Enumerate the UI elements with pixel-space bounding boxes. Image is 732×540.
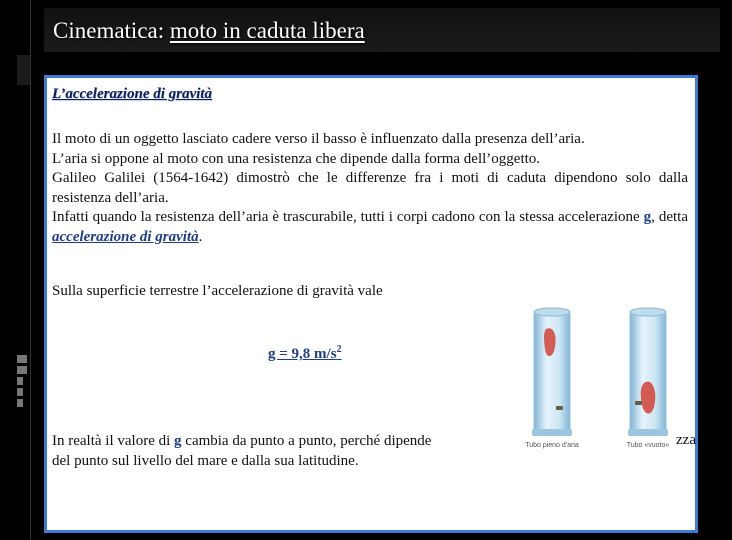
intro-paragraph: [52, 130, 688, 247]
left-divider-line: [30, 0, 31, 540]
coin-in-air: [556, 406, 563, 410]
gravity-statement: Sulla superficie terrestre l’accelerazione di gravità vale: [52, 283, 383, 299]
closing-line-1-end: cambia da punto a punto, perché dipende: [185, 433, 432, 449]
intro-line-4: [52, 208, 688, 247]
intro-line-4-middle: , detta: [651, 209, 688, 225]
vacuum-tube-label: Tubo «vuoto»: [626, 442, 670, 449]
vacuum-tube: [628, 308, 668, 436]
closing-line-2: del punto sul livello del mare e dalla sua latitudine.: [52, 452, 359, 469]
closing-paragraph: [52, 432, 522, 471]
slide-title-subtitle: moto in caduta libera: [169, 18, 365, 43]
closing-line-1: [52, 432, 522, 452]
symbol-g: g: [643, 209, 652, 225]
intro-line-3: Galileo Galilei (1564-1642) dimostrò che le differenze fra i moti di caduta dipendono solo dalla resistenza dell’aria.: [52, 170, 688, 206]
closing-truncated-word: zza: [676, 432, 696, 448]
closing-symbol-g: g: [174, 433, 182, 449]
air-tube: [532, 308, 572, 436]
gravity-acceleration-term: accelerazione di gravità: [52, 228, 199, 245]
formula-exponent: 2: [336, 344, 342, 355]
intro-line-1: Il moto di un oggetto lasciato cadere verso il basso è influenzato dalla presenza dell’aria.: [52, 131, 585, 147]
section-heading: L’accelerazione di gravità: [52, 86, 212, 102]
closing-line-1-start: In realtà il valore di: [52, 433, 171, 449]
intro-line-4-end: .: [198, 228, 203, 245]
intro-line-4-start: Infatti quando la resistenza dell’aria è trascurabile, tutti i corpi cadono con la stessa accelerazione: [52, 209, 640, 225]
coin-in-vacuum: [635, 401, 642, 405]
intro-line-2: L’aria si oppone al moto con una resistenza che dipende dalla forma dell’oggetto.: [52, 150, 541, 167]
gravity-formula: [268, 344, 342, 363]
slide-title-main: Cinematica:: [53, 18, 165, 43]
falling-feather-tubes-illustration: [525, 303, 732, 453]
air-tube-label: Tubo pieno d'aria: [525, 442, 579, 449]
formula-text: g = 9,8 m/s: [268, 346, 337, 362]
slide-title: [53, 18, 365, 44]
decorative-square: [17, 55, 30, 85]
decorative-bullet-marks: [17, 355, 27, 410]
